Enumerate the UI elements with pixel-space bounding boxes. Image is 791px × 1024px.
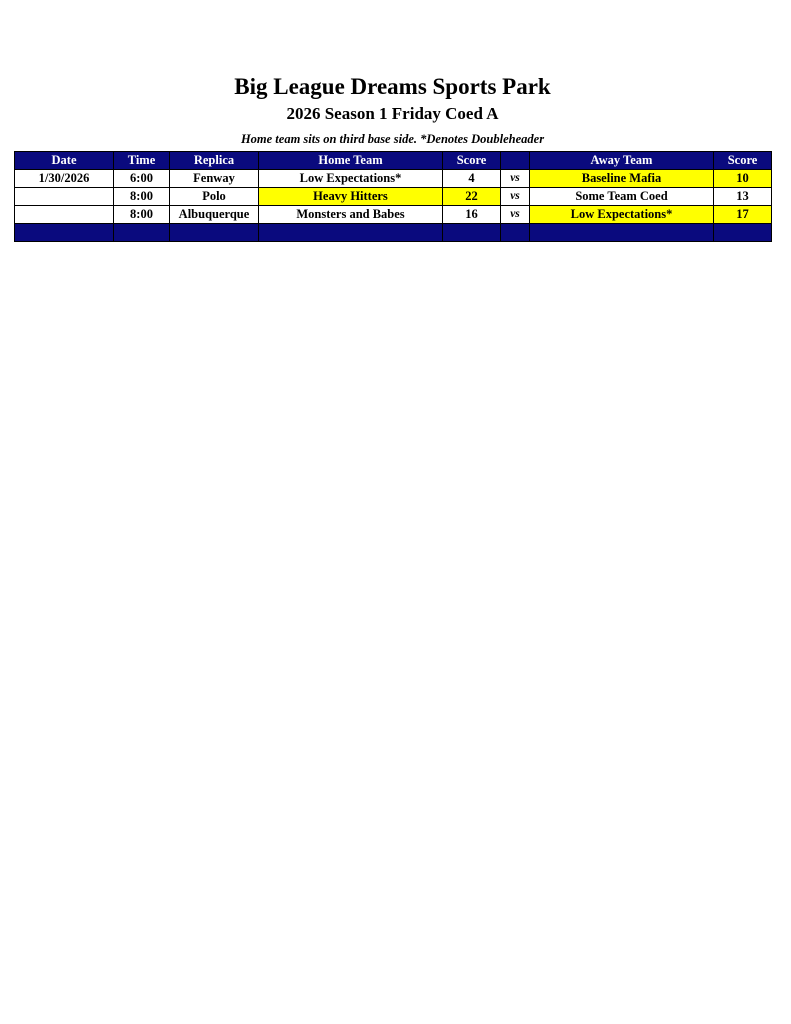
header-row	[15, 152, 772, 170]
game-time: 6:00	[114, 170, 170, 188]
away-team: Baseline Mafia	[530, 170, 714, 188]
away-score: 17	[714, 206, 772, 224]
home-score: 4	[443, 170, 501, 188]
game-replica: Fenway	[170, 170, 259, 188]
home-team: Monsters and Babes	[259, 206, 443, 224]
footer-cell	[714, 224, 772, 242]
footer-row	[15, 224, 772, 242]
game-row	[15, 188, 772, 206]
vs-label: vs	[501, 170, 530, 188]
game-row	[15, 170, 772, 188]
footer-cell	[443, 224, 501, 242]
footer-cell	[259, 224, 443, 242]
away-team: Low Expectations*	[530, 206, 714, 224]
page-title: Big League Dreams Sports Park	[234, 74, 551, 99]
header-home-team: Home Team	[259, 152, 443, 170]
vs-label: vs	[501, 188, 530, 206]
footer-cell	[114, 224, 170, 242]
game-date	[15, 206, 114, 224]
header-time: Time	[114, 152, 170, 170]
game-date: 1/30/2026	[15, 170, 114, 188]
header-date: Date	[15, 152, 114, 170]
page-subtitle: 2026 Season 1 Friday Coed A	[286, 104, 499, 123]
away-score: 13	[714, 188, 772, 206]
header-home-score: Score	[443, 152, 501, 170]
header-replica: Replica	[170, 152, 259, 170]
footer-cell	[530, 224, 714, 242]
home-score: 22	[443, 188, 501, 206]
game-date	[15, 188, 114, 206]
home-team: Low Expectations*	[259, 170, 443, 188]
game-time: 8:00	[114, 206, 170, 224]
game-time: 8:00	[114, 188, 170, 206]
header-away-team: Away Team	[530, 152, 714, 170]
doubleheader-note: Home team sits on third base side. *Denotes Doubleheader	[240, 132, 545, 146]
footer-cell	[170, 224, 259, 242]
header-vs	[501, 152, 530, 170]
footer-cell	[15, 224, 114, 242]
away-team: Some Team Coed	[530, 188, 714, 206]
vs-label: vs	[501, 206, 530, 224]
away-score: 10	[714, 170, 772, 188]
home-team: Heavy Hitters	[259, 188, 443, 206]
game-row	[15, 206, 772, 224]
game-replica: Albuquerque	[170, 206, 259, 224]
game-replica: Polo	[170, 188, 259, 206]
schedule-table	[14, 151, 772, 242]
header-away-score: Score	[714, 152, 772, 170]
footer-cell	[501, 224, 530, 242]
home-score: 16	[443, 206, 501, 224]
